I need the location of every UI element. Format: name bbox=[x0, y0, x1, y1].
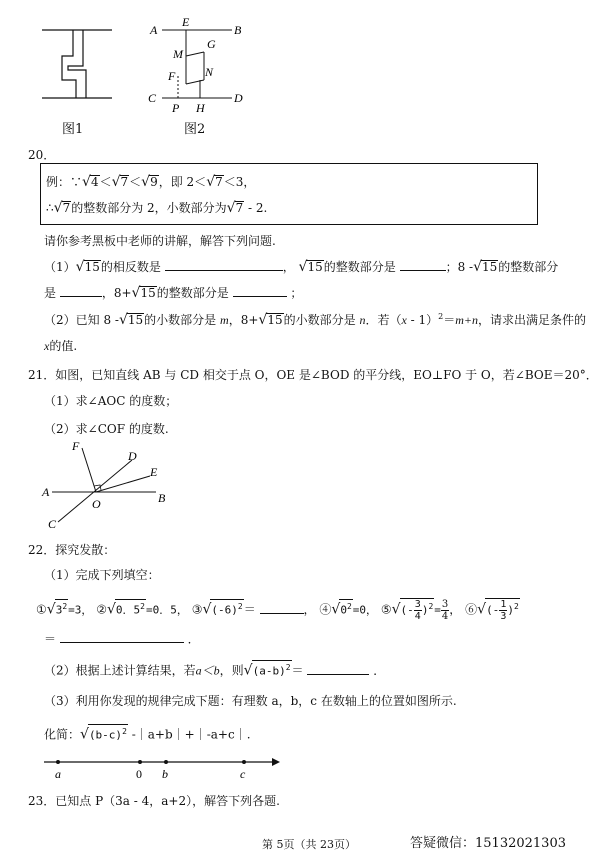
q23-statement: 23．已知点 P（3a - 4，a+2），解答下列各题. bbox=[28, 794, 280, 808]
q22-part-1: （1）完成下列填空： bbox=[44, 568, 160, 582]
answer-blank-neg6[interactable] bbox=[260, 613, 304, 614]
q20-intro: 请你参考黑板中老师的讲解，解答下列问题. bbox=[44, 234, 276, 248]
q21-label-O: O bbox=[92, 497, 101, 511]
q21-label-B: B bbox=[158, 491, 166, 505]
q21-part-1: （1）求∠AOC 的度数； bbox=[44, 394, 178, 408]
fig2-label-P: P bbox=[172, 101, 180, 114]
figure-2-caption: 图2 bbox=[184, 122, 206, 137]
q20-example-line-1: 例：∵√4＜√7＜√9，即 2＜√7＜3， bbox=[46, 174, 256, 190]
axis-label-a: a bbox=[55, 767, 61, 781]
q22-simplify: 化简：$√(b-c)^2$ -｜a+b｜+｜-a+c｜. bbox=[44, 724, 251, 743]
q21-statement: 21．如图，已知直线 AB 与 CD 相交于点 O，OE 是∠BOD 的平分线，EO⊥FO 于 O，若∠BOE＝20°． bbox=[28, 368, 598, 382]
fig2-label-C: C bbox=[148, 91, 157, 105]
q22-part-2: （2）根据上述计算结果，若a＜b，则$√(a-b)^2=$ ． bbox=[44, 660, 385, 679]
contact-info: 答疑微信：15132021303 bbox=[410, 836, 566, 851]
q21-label-F: F bbox=[72, 439, 80, 453]
fig2-label-A: A bbox=[150, 23, 158, 37]
q21-figure bbox=[40, 436, 180, 530]
q21-label-C: C bbox=[48, 517, 57, 530]
figure-2 bbox=[144, 16, 248, 114]
figure-1-caption: 图1 bbox=[62, 122, 84, 137]
answer-blank-a-minus-b[interactable] bbox=[307, 674, 369, 675]
axis-label-c: c bbox=[240, 767, 246, 781]
answer-blank-neg-third[interactable] bbox=[60, 642, 184, 643]
fig2-label-H: H bbox=[196, 101, 205, 114]
q21-label-D: D bbox=[128, 449, 137, 463]
answer-blank-opposite[interactable] bbox=[165, 270, 283, 271]
q22-fill-line-1: $①√3^2=3$， ②√0．$5^2=0$．5， $③√(-6)^2=$ ， $④√0^2=0$， ⑤√(- $\frac{3}{4}$ )$^2$= $\frac{3}{4}$ ， ⑥√(- $\frac{1}{3}$ )$^2$ bbox=[36, 598, 519, 622]
page-number: 第 5页（共 23页） bbox=[262, 838, 356, 851]
fig2-label-F: F bbox=[168, 69, 176, 83]
fig2-label-G: G bbox=[207, 37, 216, 51]
q20-part-1-line-1: （1）√15的相反数是 ， √15的整数部分是 ；8 -√15的整数部分 bbox=[44, 259, 559, 275]
answer-blank-8-plus[interactable] bbox=[233, 296, 287, 297]
q20-example-line-2: ∴√7的整数部分为 2，小数部分为√7 - 2. bbox=[46, 200, 268, 216]
q20-part-2-line-2: x的值. bbox=[44, 339, 78, 353]
q20-number: 20． bbox=[28, 148, 56, 162]
q21-label-E: E bbox=[150, 465, 158, 479]
fig2-label-N: N bbox=[205, 65, 214, 79]
fig2-label-D: D bbox=[234, 91, 243, 105]
number-line bbox=[40, 754, 280, 784]
answer-blank-integer-part[interactable] bbox=[400, 270, 446, 271]
axis-label-b: b bbox=[162, 767, 168, 781]
q21-label-A: A bbox=[42, 485, 50, 499]
answer-blank-8-minus[interactable] bbox=[60, 296, 102, 297]
q20-part-1-line-2: 是 ，8+√15的整数部分是 ； bbox=[44, 285, 303, 301]
axis-label-0: 0 bbox=[136, 767, 142, 781]
q22-fill-line-2: ＝ ． bbox=[44, 632, 200, 646]
q21-part-2: （2）求∠COF 的度数. bbox=[44, 422, 169, 436]
figure-1 bbox=[38, 18, 118, 104]
fig2-label-B: B bbox=[234, 23, 242, 37]
q22-part-3: （3）利用你发现的规律完成下题：有理数 a，b，c 在数轴上的位置如图所示. bbox=[44, 694, 457, 708]
fig2-label-E: E bbox=[182, 16, 190, 29]
q20-part-2-line-1: （2）已知 8 -√15的小数部分是 m，8+√15的小数部分是 n．若（x - 1）$^2$＝m+n，请求出满足条件的 bbox=[44, 312, 586, 328]
q22-heading: 22．探究发散： bbox=[28, 543, 116, 557]
fig2-label-M: M bbox=[173, 47, 183, 61]
